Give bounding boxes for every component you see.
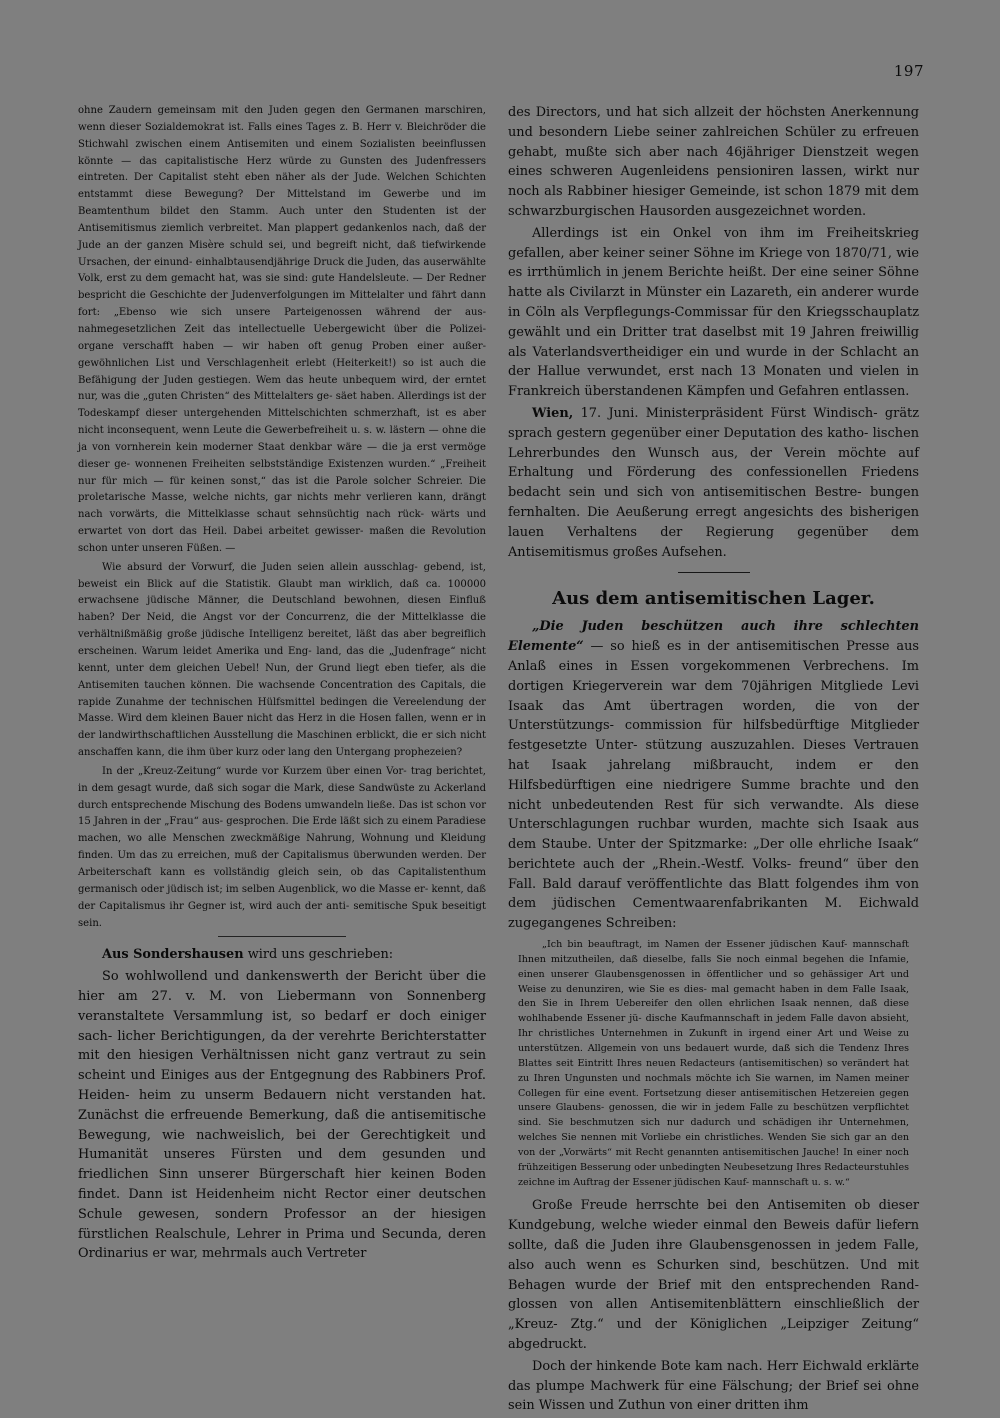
- dateline-wien: Wien,: [532, 405, 574, 421]
- divider: [218, 936, 346, 937]
- wien-text: 17. Juni. Ministerpräsident Fürst Windisch- grätz sprach gestern gegenüber einer Deputation des katho- lischen Lehrerbundes den Wunsch aus, der Verein möchte auf Erhaltung und Förderung des confessionellen Friedens bedacht sein und sich von antisemitischen Bestre- bungen fernhalten. Die Aeußerung erregt angesichts des bisherigen lauen Verhaltens der Regierung gegenüber dem Antisemitismus großes Aufsehen.: [508, 405, 919, 560]
- dateline-sondershausen: Aus Sondershausen: [102, 947, 244, 963]
- paragraph: Allerdings ist ein Onkel von ihm im Freiheitskrieg gefallen, aber keiner seiner Söhne im Kriege von 1870/71, wie es irrthümlich in jenem Berichte heißt. Der eine seiner Söhne hatte als Civilarzt in Münster ein Lazareth, ein anderer wurde in Cöln als Verpflegungs-Commissar für den Kriegsschauplatz gewählt und ein Dritter trat daselbst mit 19 Jahren freiwillig als Vaterlandsvertheidiger ein und wurde in der Schlacht an der Hallue verwundet, erst nach 13 Monaten und vielen in Frankreich überstandenen Kämpfen und Gefahren entlassen.: [508, 225, 919, 400]
- page-number: 197: [893, 62, 924, 80]
- article-lead: [508, 617, 919, 934]
- wien-report: [508, 404, 919, 562]
- section-heading: Aus dem antisemitischen Lager.: [552, 588, 875, 610]
- right-column: [508, 103, 919, 1418]
- quoted-letter: „Ich bin beauftragt, im Namen der Essener jüdischen Kauf- mannschaft Ihnen mitzutheilen, daß dieselbe, falls Sie noch einmal begehen die Infamie, einen unserer Glaubensgenossen in öffentlicher und so gehässiger Art und Weise zu denunziren, wie Sie es dies- mal gemacht haben in dem Falle Isaak, den Sie in Ihrem Uebereifer den ollen ehrlichen Isaak nennen, daß diese wohlhabende Essener jü- dische Kaufmannschaft in jedem Falle davon absieht, Ihr christliches Unternehmen in Zukunft in irgend einer Art und Weise zu unterstützen. Allgemein von uns bedauert wurde, daß sich die Tendenz Ihres Blattes seit Eintritt Ihres neuen Redacteurs (antisemitischen) so verändert hat zu Ihren Ungunsten und nochmals möchte ich Sie warnen, im Namen meiner Collegen für eine event. Fortsetzung dieser antisemitischen Hetzereien gegen unsere Glaubens- genossen, die wir in jedem Falle zu beschützen verpflichtet sind. Sie beschmutzen sich nur dadurch und schädigen ihr Unternehmen, welches Sie nennen mit Vorliebe ein christliches. Wenden Sie sich gar an den von der „Vorwärts“ mit Recht genannten antisemitischen Jauche! In einer noch frühzeitigen Besserung oder unbedingten Neubesetzung Ihres Redacteurstuhles zeichne im Auftrag der Essener jüdischen Kauf- mannschaft u. s. w.“: [518, 939, 910, 1188]
- paragraph: ohne Zaudern gemeinsam mit den Juden gegen den Germanen marschiren, wenn dieser Sozialdemokrat ist. Falls eines Tages z. B. Herr v. Bleichröder die Stichwahl zwischen einem Antisemiten und einem Sozialisten beeinflussen könnte — das capitalistische Herz würde zu Gunsten des Judenfressers eintreten. Der Capitalist steht eben näher als der Jude. Welchen Schichten entstammt diese Bewegung? Der Mittelstand im Gewerbe und im Beamtenthum bildet den Stamm. Auch unter den Studenten ist der Antisemitismus ziemlich verbreitet. Man plappert gedankenlos nach, daß der Jude an der ganzen Misère schuld sei, und begreift nicht, daß tiefwirkende Ursachen, der einund- einhalbtausendjährige Druck die Juden, das auserwählte Volk, erst zu dem gemacht hat, was sie sind: gute Handelsleute. — Der Redner bespricht die Geschichte der Judenverfolgungen im Mittelalter und fährt dann fort: „Ebenso wie sich unsere Parteigenossen während der aus- nahmegesetzlichen Zeit das intellectuelle Uebergewicht über die Polizei- organe verschafft haben — wir haben oft genug Proben einer außer- gewöhnlichen List und Verschlagenheit erlebt (Heiterkeit!) so ist auch die Befähigung der Juden gestiegen. Wem das heute unbequem wird, der erntet nur, was die „guten Christen“ des Mittelalters ge- säet haben. Allerdings ist der Todeskampf dieser untergehenden Mittelschichten schmerzhaft, ist es aber nicht inconsequent, wenn Leute die Gewerbefreiheit u. s. w. lästern — ohne die ja von vornherein kein moderner Staat denkbar wäre — die ja erst vermöge dieser ge- wonnenen Freiheiten selbstständige Existenzen wurden.“ „Freiheit nur für mich — für keinen sonst,“ das ist die Parole solcher Schreier. Die proletarische Masse, welche nichts, gar nichts mehr verlieren kann, drängt nach vorwärts, die Mittelklasse schaut sehnsüchtig nach rück- wärts und erwartet von dort das Heil. Dabei arbeitet gewisser- maßen die Revolution schon unter unseren Füßen. —: [78, 105, 486, 554]
- paragraph: So wohlwollend und dankenswerth der Bericht über die hier am 27. v. M. von Liebermann von Sonnenberg veranstaltete Versammlung ist, so bedarf er doch einiger sach- licher Berichtigungen, da der verehrte Berichterstatter mit den hiesigen Verhältnissen nicht ganz vertraut zu sein scheint und Einiges aus der Entgegnung des Rabbiners Prof. Heiden- heim zu unserm Bedauern nicht verstanden hat. Zunächst die erfreuende Bemerkung, daß die antisemitische Bewegung, wie nachweislich, bei der Gerechtigkeit und Humanität unseres Fürsten und dem gesunden und friedlichen Sinn unserer Bürgerschaft hier keinen Boden findet. Dann ist Heidenheim nicht Rector einer deutschen Schule gewesen, sondern Professor an der hiesigen fürstlichen Realschule, Lehrer in Prima und Secunda, deren Ordinarius er war, mehrmals auch Vertreter: [78, 969, 486, 1262]
- paragraph: Wie absurd der Vorwurf, die Juden seien allein ausschlag- gebend, ist, beweist ein Blick auf die Statistik. Glaubt man wirklich, daß ca. 100000 erwachsene jüdische Männer, die Deutschland bewohnen, diesen Einfluß haben? Der Neid, die Angst vor der Concurrenz, die der Mittelklasse die verhältnißmäßig große jüdische Intelligenz bereitet, läßt das aber begreiflich erscheinen. Warum leidet Amerika und Eng- land, das die „Judenfrage“ nicht kennt, unter dem gleichen Uebel! Nun, der Grund liegt eben tiefer, als die Antisemiten tauchen können. Die wachsende Concentration des Capitals, die rapide Zunahme der technischen Hülfsmittel bedingen die Vereelendung der Masse. Wird dem kleinen Bauer nicht das Herz in die Hosen fallen, wenn er in der landwirthschaftlichen Ausstellung die Maschinen erblickt, die er sich nicht anschaffen kann, die ihm über kurz oder lang den Untergang prophezeien?: [78, 561, 486, 759]
- divider: [678, 572, 750, 573]
- article-text: — so hieß es in der antisemitischen Presse aus Anlaß eines in Essen vorgekommenen Verbrechens. Im dortigen Kriegerverein war dem 70jährigen Mitgliede Levi Isaak das Amt übertragen worden, die von der Unterstützungs- commission für hilfsbedürftige Mitglieder festgesetzte Unter- stützung auszuzahlen. Dieses Vertrauen hat Isaak jahrelang mißbraucht, indem er den Hilfsbedürftigen eine niedrigere Summe brachte und den nicht unbedeutenden Rest für sich verwandte. Als diese Unterschlagungen ruchbar wurden, machte sich Isaak aus dem Staube. Unter der Spitzmarke: „Der olle ehrliche Isaak“ berichtete auch der „Rhein.-Westf. Volks- freund“ über den Fall. Bald darauf veröffentlichte das Blatt folgendes ihm von dem jüdischen Cementwaarenfabrikanten M. Eichwald zugegangenes Schreiben:: [508, 639, 919, 932]
- paragraph: In der „Kreuz-Zeitung“ wurde vor Kurzem über einen Vor- trag berichtet, in dem gesagt wurde, daß sich sogar die Mark, diese Sandwüste zu Ackerland durch entsprechende Mischung des Bodens umwandeln ließe. Das ist schon vor 15 Jahren in der „Frau“ aus- gesprochen. Die Erde läßt sich zu einem Paradiese machen, wo alle Menschen zweckmäßige Nahrung, Wohnung und Kleidung finden. Um das zu erreichen, muß der Capitalismus überwunden werden. Der Arbeiterschaft kann es vollständig gleich sein, ob das Capitalistenthum germanisch oder jüdisch ist; im selben Augenblick, wo die Masse er- kennt, daß der Capitalismus ihr Gegner ist, wird auch der anti- semitische Spuk beseitigt sein.: [78, 765, 486, 929]
- left-column: [78, 103, 486, 1266]
- report-intro: wird uns geschrieben:: [243, 947, 394, 963]
- paragraph: Doch der hinkende Bote kam nach. Herr Eichwald erklärte das plumpe Machwerk für eine Fälschung; der Brief sei ohne sein Wissen und Zuthun von einer dritten ihm: [508, 1358, 919, 1414]
- article-head: „Die Juden beschützen auch ihre schlechten Elemente“: [508, 619, 919, 655]
- paragraph: Große Freude herrschte bei den Antisemiten ob dieser Kundgebung, welche wieder einmal den Beweis dafür liefern sollte, daß die Juden ihre Glaubensgenossen in jedem Falle, also auch wenn es Schurken sind, beschützen. Und mit Behagen wurde der Brief mit den entsprechenden Rand- glossen von allen Antisemitenblättern einschließlich der „Kreuz- Ztg.“ und der Königlichen „Leipziger Zeitung“ abgedruckt.: [508, 1198, 919, 1352]
- paragraph: des Directors, und hat sich allzeit der höchsten Anerkennung und besondern Liebe seiner zahlreichen Schüler zu erfreuen gehabt, mußte sich aber nach 46jähriger Dienstzeit wegen eines schweren Augenleidens pensioniren lassen, wirkt nur noch als Rabbiner hiesiger Gemeinde, ist schon 1879 mit dem schwarzburgischen Hausorden ausgezeichnet worden.: [508, 105, 919, 219]
- report-lead: [78, 945, 486, 965]
